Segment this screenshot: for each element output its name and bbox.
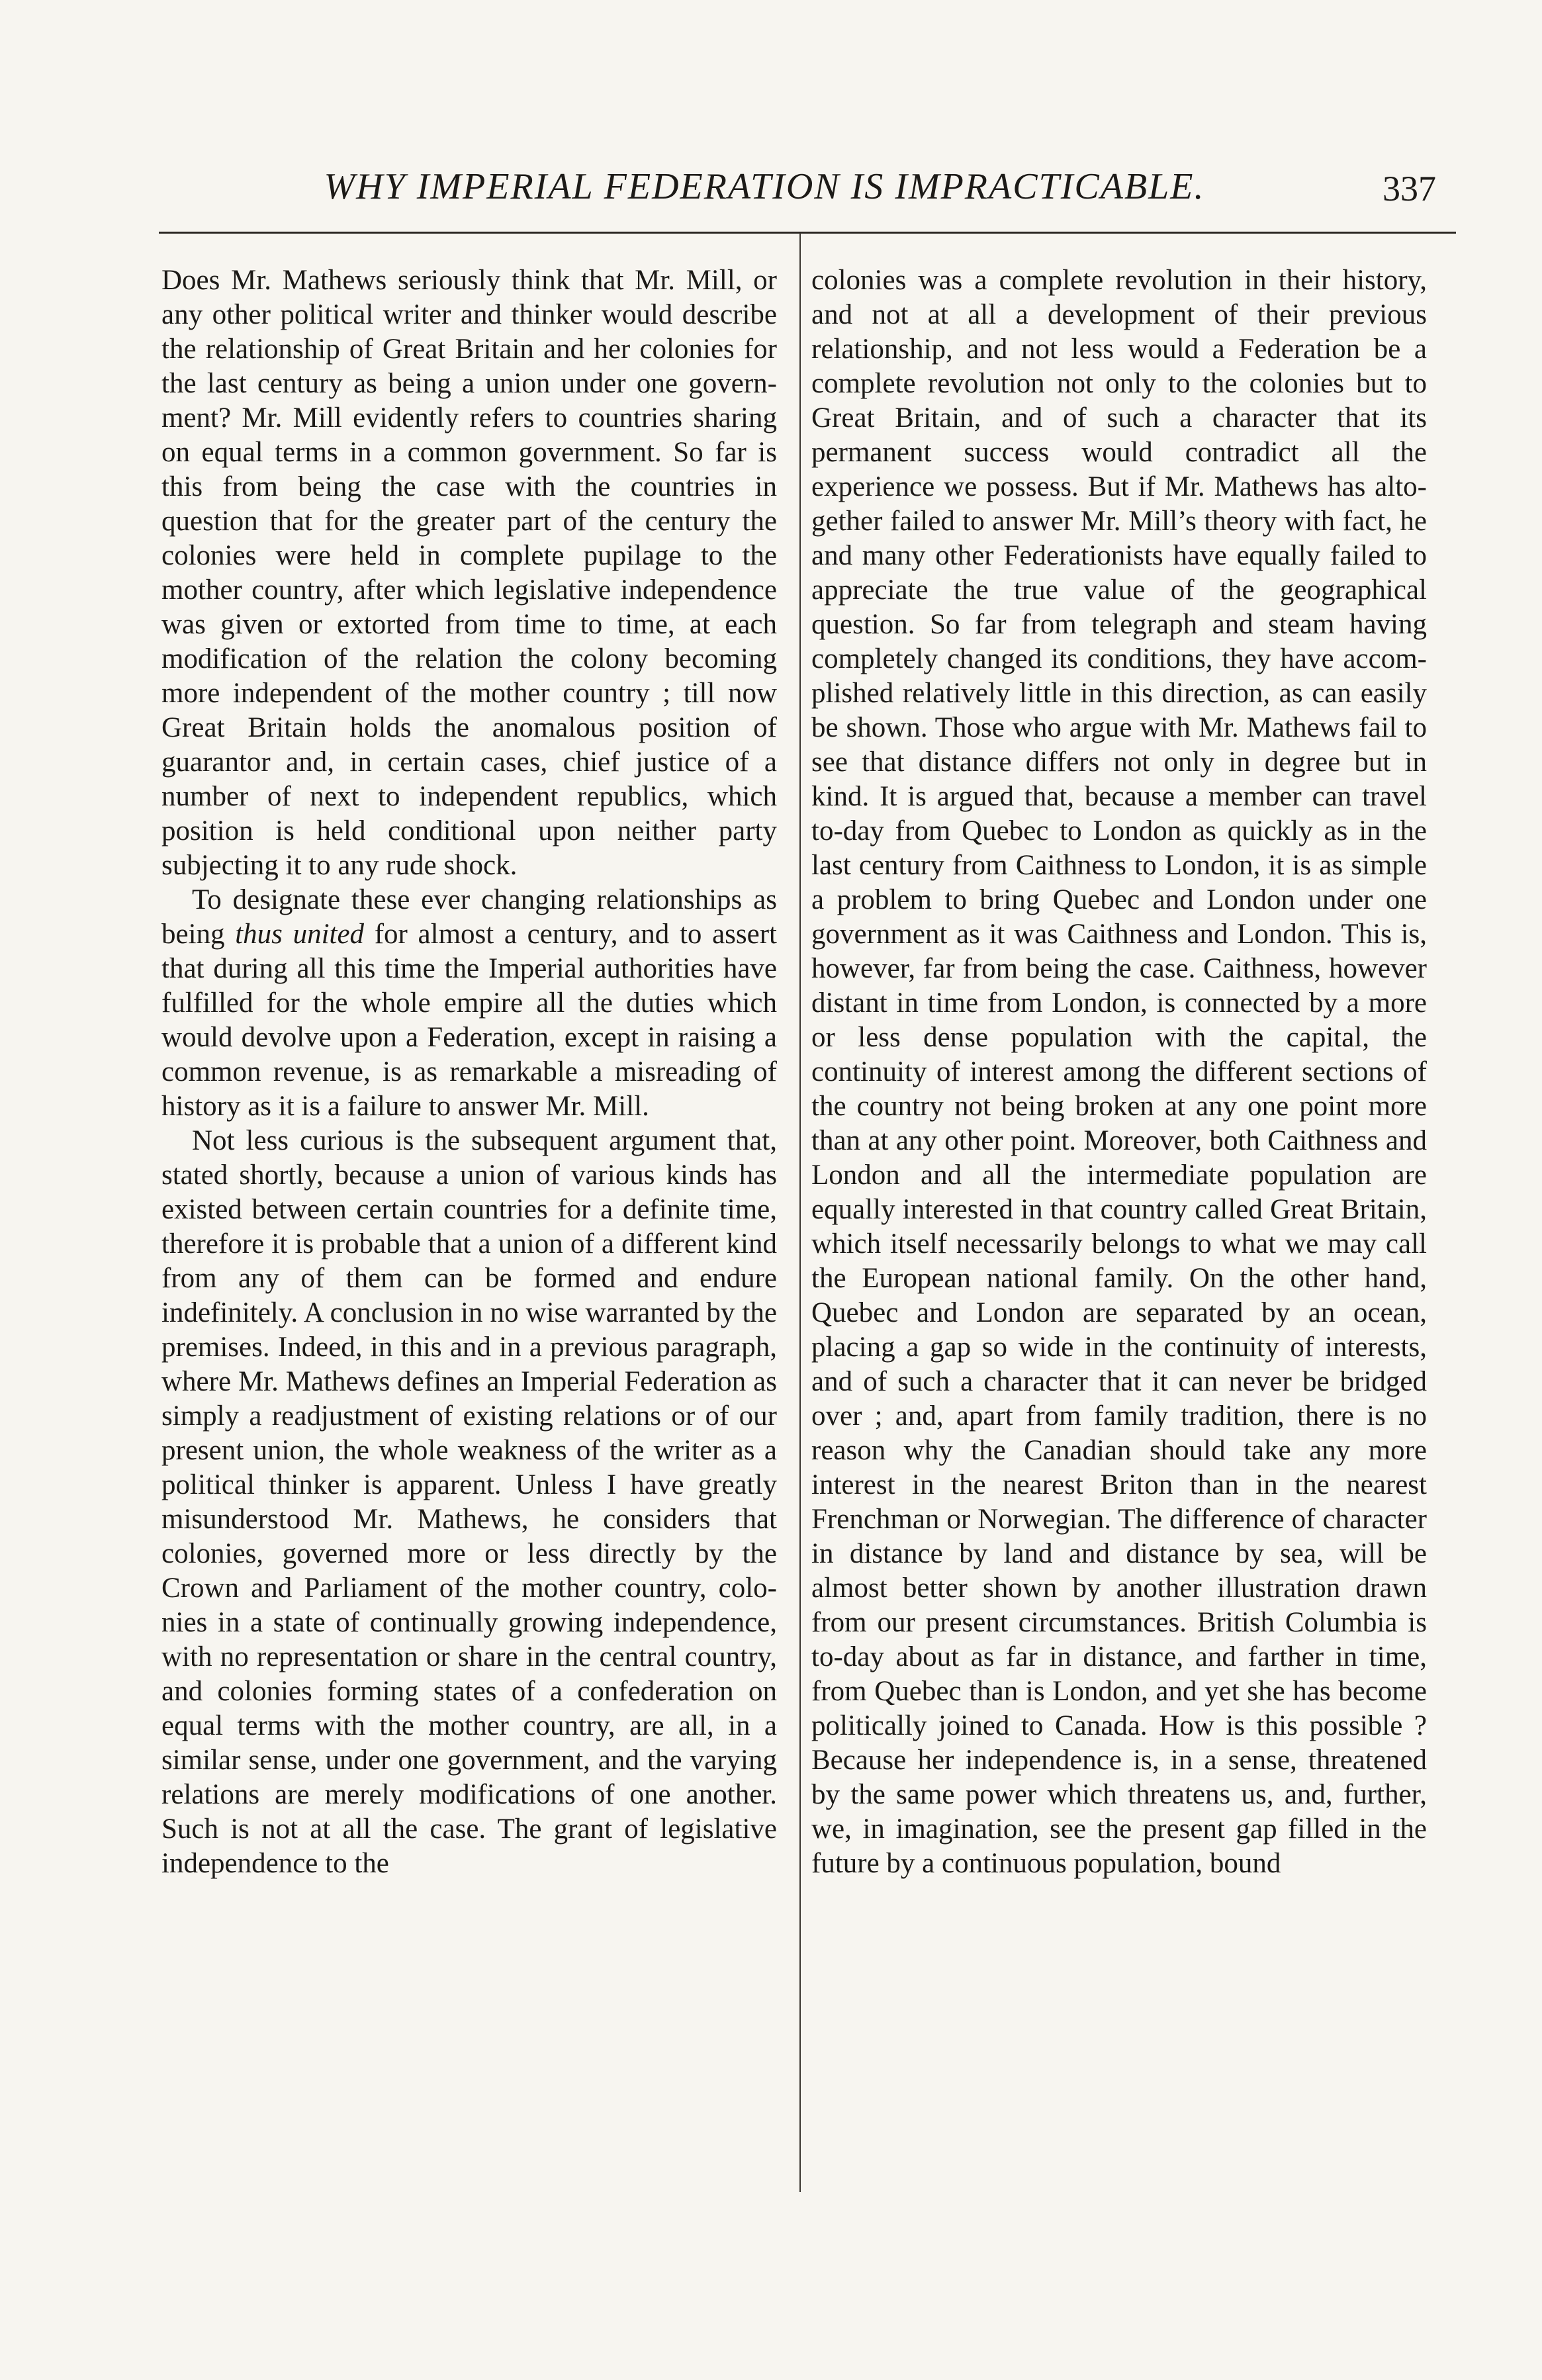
italic-phrase: thus united xyxy=(235,919,365,950)
running-head: WHY IMPERIAL FEDERATION IS IMPRACTICABLE. xyxy=(324,166,1205,207)
left-column xyxy=(161,263,777,1881)
paragraph xyxy=(161,883,777,1124)
page-number: 337 xyxy=(1383,169,1436,208)
right-column xyxy=(811,263,1427,1881)
page-header xyxy=(159,152,1436,212)
paragraph-text: for almost a century, and to assert that during all this time the Imperial authorities have fulfilled for the whole empire all the duties which would devolve upon a Federation, except in raising a common revenue, is as remarkable a misreading of history as it is a failure to answer Mr. Mill. xyxy=(161,919,777,1122)
paragraph: Not less curious is the subsequent argument that, stated shortly, because a union of various kinds has existed between certain countries for a definite time, therefore it is probable that a union of a different kind from any of them can be formed and endure indefinitely. A conclusion in no wise warranted by the premises. Indeed, in this and in a previous paragraph, where Mr. Mathews defines an Imperial Federation as simply a readjustment of existing relations or of our present union, the whole weakness of the writer as a political thinker is apparent. Unless I have greatly misunderstood Mr. Mathews, he considers that colonies, governed more or less directly by the Crown and Parliament of the mother country, colonies in a state of continually growing independence, with no representation or share in the central country, and colonies forming states of a confederation on equal terms with the mother country, are all, in a similar sense, under one government, and the varying relations are merely modifications of one another. Such is not at all the case. The grant of legislative independence to the xyxy=(161,1125,777,1879)
paragraph-text: To designate these ever changing relationships as being xyxy=(161,884,777,950)
paragraph: colonies was a complete revolution in their history, and not at all a development of their previous relationship, and not less would a Federation be a complete revolution not only to the colonies but to Great Britain, and of such a character that its permanent success would contradict all the experience we possess. But if Mr. Mathews has altogether failed to answer Mr. Mill’s theory with fact, he and many other Federationists have equally failed to appreciate the true value of the geographical question. So far from telegraph and steam having completely changed its conditions, they have accomplished relatively little in this direction, as can easily be shown. Those who argue with Mr. Mathews fail to see that distance differs not only in degree but in kind. It is argued that, because a member can travel to-day from Quebec to London as quickly as in the last century from Caithness to London, it is as simple a problem to bring Quebec and London under one government as it was Caithness and London. This is, however, far from being the case. Caithness, however distant in time from London, is connected by a more or less dense population with the capital, the continuity of interest among the different sections of the country not being broken at any one point more than at any other point. Moreover, both Caithness and London and all the intermediate population are equally interested in that country called Great Britain, which itself necessarily belongs to what we may call the European national family. On the other hand, Quebec and London are separated by an ocean, placing a gap so wide in the continuity of interests, and of such a character that it can never be bridged over ; and, apart from family tradition, there is no reason why the Canadian should take any more interest in the nearest Briton than in the nearest Frenchman or Norwegian. The difference of character in distance by land and distance by sea, will be almost better shown by another illustration drawn from our present circumstances. British Columbia is to-day about as far in distance, and farther in time, from Quebec than is London, and yet she has become politically joined to Canada. How is this possible ? Because her independence is, in a sense, threatened by the same power which threatens us, and, further, we, in imagination, see the present gap filled in the future by a continuous population, bound xyxy=(811,265,1427,1879)
header-rule xyxy=(159,232,1456,234)
column-divider xyxy=(799,233,801,2192)
paragraph: Does Mr. Mathews seriously think that Mr. Mill, or any other political writer and thinker would describe the relationship of Great Britain and her colonies for the last century as being a union under one government? Mr. Mill evidently refers to countries sharing on equal terms in a common government. So far is this from being the case with the countries in question that for the greater part of the century the colonies were held in complete pupilage to the mother country, after which legislative independence was given or extorted from time to time, at each modification of the relation the colony becoming more independent of the mother country ; till now Great Britain holds the anomalous position of guarantor and, in certain cases, chief justice of a number of next to independent republics, which position is held conditional upon neither party subjecting it to any rude shock. xyxy=(161,265,777,881)
